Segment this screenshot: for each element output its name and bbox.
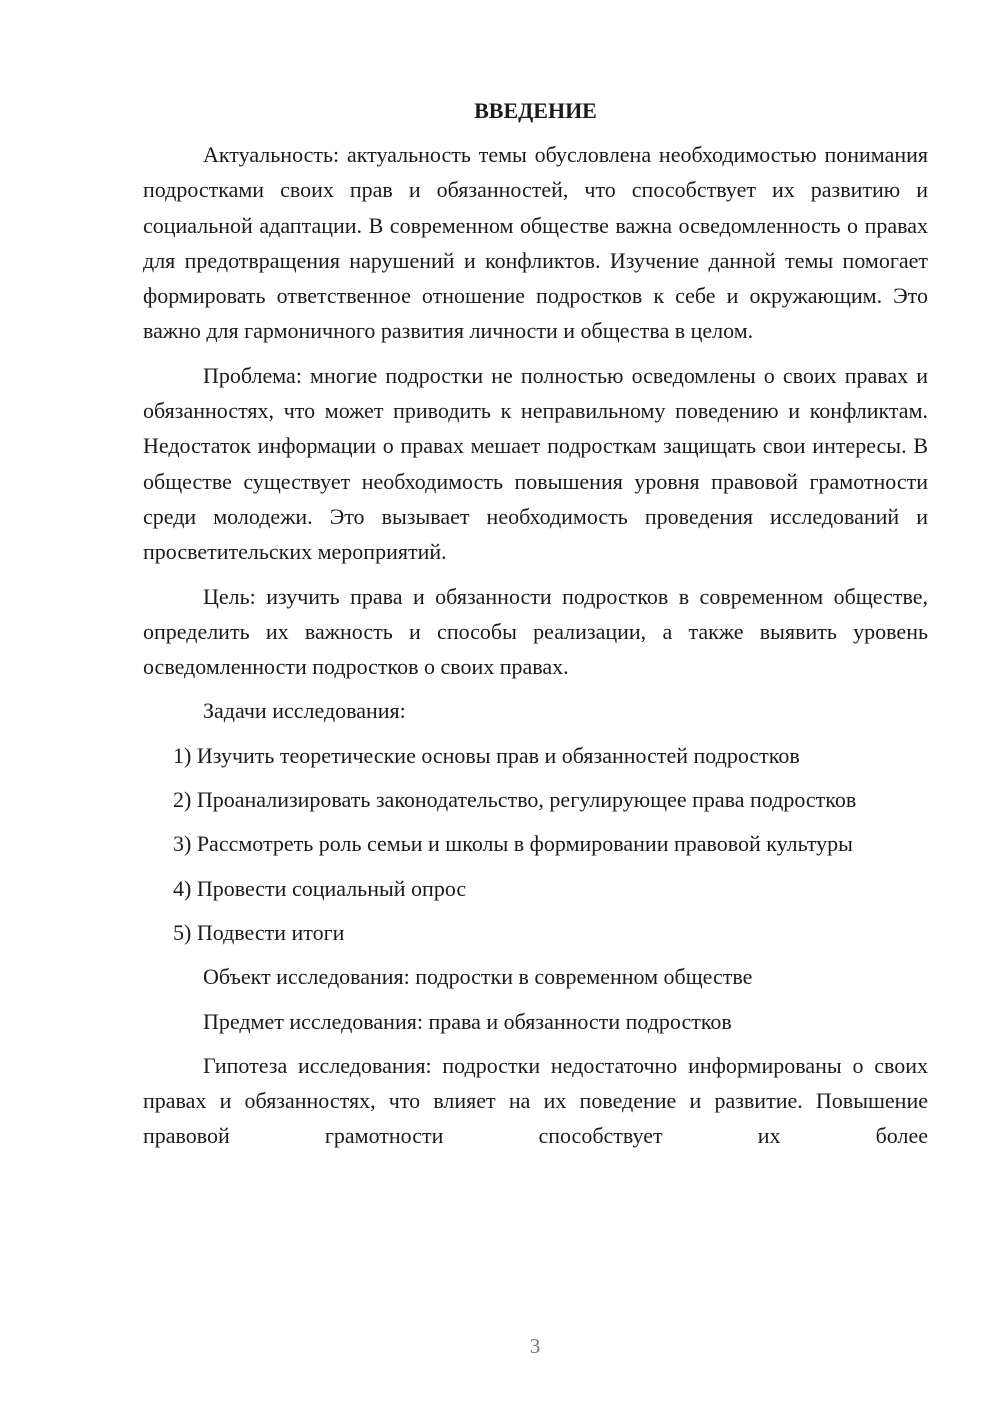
task-item-3: 3) Рассмотреть роль семьи и школы в формировании правовой культуры [173, 831, 853, 857]
page-content [143, 96, 928, 1163]
page-number: 3 [529, 1334, 541, 1358]
section-title: ВВЕДЕНИЕ [474, 98, 597, 123]
paragraph-hypothesis: Гипотеза исследования: подростки недостаточно информированы о своих правах и обязанностях, что влияет на их поведение и развитие. Повышение правовой грамотности способствует их более [143, 1052, 928, 1149]
tasks-heading: Задачи исследования: [203, 698, 406, 724]
task-item-5: 5) Подвести итоги [173, 919, 345, 945]
task-item-4: 4) Провести социальный опрос [173, 875, 467, 901]
paragraph-problem: Проблема: многие подростки не полностью осведомлены о своих правах и обязанностях, что может приводить к неправильному поведению и конфликтам. Недостаток информации о правах мешает подросткам защищать свои интересы. В обществе существует необходимость повышения уровня правовой грамотности среди молодежи. Это вызывает необходимость проведения исследований и просветительских мероприятий. [143, 362, 928, 565]
task-item-1: 1) Изучить теоретические основы прав и обязанностей подростков [173, 742, 800, 768]
paragraph-relevance: Актуальность: актуальность темы обусловлена необходимостью понимания подростками своих прав и обязанностей, что способствует их развитию и социальной адаптации. В современном обществе важна осведомленность о правах для предотвращения нарушений и конфликтов. Изучение данной темы помогает формировать ответственное отношение подростков к себе и окружающим. Это важно для гармоничного развития личности и общества в целом. [143, 142, 928, 344]
paragraph-goal: Цель: изучить права и обязанности подростков в современном обществе, определить их важность и способы реализации, а также выявить уровень осведомленности подростков о своих правах. [143, 583, 928, 680]
research-subject: Предмет исследования: права и обязанности подростков [203, 1008, 732, 1034]
research-object: Объект исследования: подростки в современном обществе [203, 964, 753, 990]
task-item-2: 2) Проанализировать законодательство, регулирующее права подростков [173, 787, 857, 813]
